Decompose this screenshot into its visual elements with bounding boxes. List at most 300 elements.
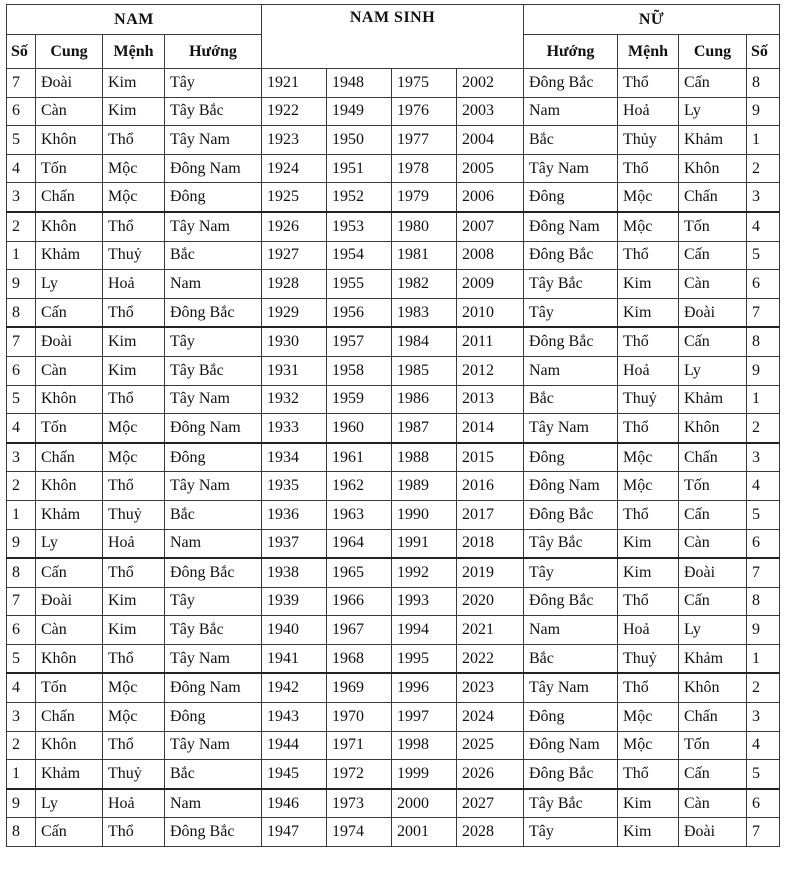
female-menh-cell: Thổ (618, 154, 679, 183)
year-cell: 1947 (262, 818, 327, 847)
female-cung-cell: Càn (679, 789, 747, 818)
male-menh-cell: Thổ (103, 818, 165, 847)
male-huong-cell: Đông Nam (165, 673, 262, 702)
year-cell: 2027 (457, 789, 524, 818)
female-cung-header: Cung (679, 35, 747, 69)
female-menh-cell: Thuỷ (618, 385, 679, 414)
male-so-cell: 5 (7, 644, 36, 673)
male-cung-cell: Khôn (36, 731, 103, 760)
male-menh-cell: Thổ (103, 385, 165, 414)
year-cell: 1968 (327, 644, 392, 673)
year-cell: 1972 (327, 760, 392, 789)
female-menh-cell: Thổ (618, 760, 679, 789)
male-menh-cell: Kim (103, 327, 165, 356)
male-menh-cell: Thổ (103, 212, 165, 241)
male-cung-cell: Khôn (36, 385, 103, 414)
year-cell: 1940 (262, 616, 327, 645)
male-menh-cell: Hoả (103, 529, 165, 558)
male-cung-cell: Khôn (36, 126, 103, 155)
year-cell: 2003 (457, 97, 524, 126)
table-row (7, 183, 780, 212)
year-cell: 1986 (392, 385, 457, 414)
male-cung-cell: Cấn (36, 818, 103, 847)
male-cung-cell: Ly (36, 789, 103, 818)
male-so-cell: 3 (7, 443, 36, 472)
male-cung-cell: Càn (36, 97, 103, 126)
female-huong-cell: Đông Nam (524, 212, 618, 241)
male-cung-cell: Càn (36, 616, 103, 645)
male-menh-cell: Mộc (103, 154, 165, 183)
male-so-cell: 8 (7, 818, 36, 847)
male-so-cell: 1 (7, 760, 36, 789)
year-cell: 1959 (327, 385, 392, 414)
year-cell: 1971 (327, 731, 392, 760)
female-so-cell: 3 (747, 443, 780, 472)
year-cell: 1945 (262, 760, 327, 789)
female-so-cell: 2 (747, 154, 780, 183)
female-huong-cell: Bắc (524, 126, 618, 155)
female-cung-cell: Cấn (679, 587, 747, 616)
male-so-cell: 3 (7, 703, 36, 732)
year-cell: 1993 (392, 587, 457, 616)
female-menh-cell: Kim (618, 529, 679, 558)
year-cell: 2015 (457, 443, 524, 472)
year-cell: 1979 (392, 183, 457, 212)
female-huong-cell: Đông (524, 703, 618, 732)
male-menh-cell: Thuỷ (103, 760, 165, 789)
male-huong-cell: Tây Bắc (165, 616, 262, 645)
male-so-cell: 6 (7, 356, 36, 385)
male-cung-cell: Đoài (36, 69, 103, 98)
male-huong-cell: Tây Nam (165, 644, 262, 673)
year-cell: 2002 (457, 69, 524, 98)
female-so-cell: 5 (747, 241, 780, 270)
male-cung-cell: Ly (36, 529, 103, 558)
year-cell: 1932 (262, 385, 327, 414)
male-huong-cell: Đông Bắc (165, 558, 262, 587)
male-huong-cell: Bắc (165, 760, 262, 789)
table-row (7, 154, 780, 183)
female-so-cell: 6 (747, 529, 780, 558)
female-huong-cell: Đông Nam (524, 472, 618, 501)
year-cell: 2009 (457, 270, 524, 299)
table-row (7, 760, 780, 789)
year-cell: 1957 (327, 327, 392, 356)
male-so-cell: 8 (7, 558, 36, 587)
female-huong-cell: Bắc (524, 385, 618, 414)
female-huong-cell: Đông Nam (524, 731, 618, 760)
year-cell: 2020 (457, 587, 524, 616)
year-cell: 2008 (457, 241, 524, 270)
female-so-cell: 7 (747, 298, 780, 327)
male-cung-cell: Khảm (36, 500, 103, 529)
female-so-cell: 5 (747, 760, 780, 789)
female-menh-cell: Mộc (618, 703, 679, 732)
year-cell: 2001 (392, 818, 457, 847)
male-cung-cell: Khôn (36, 472, 103, 501)
female-cung-cell: Ly (679, 616, 747, 645)
table-row (7, 126, 780, 155)
year-cell: 1931 (262, 356, 327, 385)
male-menh-cell: Thổ (103, 298, 165, 327)
year-cell: 1933 (262, 414, 327, 443)
year-cell: 1954 (327, 241, 392, 270)
nu-header: NỮ (524, 5, 780, 35)
male-huong-cell: Đông (165, 443, 262, 472)
year-cell: 2024 (457, 703, 524, 732)
year-cell: 2021 (457, 616, 524, 645)
nam-header: NAM (7, 5, 262, 35)
year-cell: 2005 (457, 154, 524, 183)
male-huong-cell: Tây Nam (165, 385, 262, 414)
year-cell: 1937 (262, 529, 327, 558)
male-so-cell: 9 (7, 789, 36, 818)
table-row (7, 472, 780, 501)
year-cell: 2011 (457, 327, 524, 356)
male-menh-cell: Thổ (103, 126, 165, 155)
female-menh-cell: Mộc (618, 212, 679, 241)
female-menh-cell: Thổ (618, 500, 679, 529)
female-menh-cell: Thổ (618, 673, 679, 702)
female-menh-cell: Kim (618, 558, 679, 587)
year-cell: 1991 (392, 529, 457, 558)
male-cung-cell: Khôn (36, 212, 103, 241)
female-cung-cell: Khảm (679, 385, 747, 414)
male-menh-cell: Mộc (103, 673, 165, 702)
female-huong-cell: Đông (524, 443, 618, 472)
male-cung-cell: Khảm (36, 241, 103, 270)
female-huong-cell: Bắc (524, 644, 618, 673)
female-huong-cell: Nam (524, 356, 618, 385)
male-huong-cell: Tây Nam (165, 126, 262, 155)
year-cell: 1973 (327, 789, 392, 818)
male-cung-cell: Đoài (36, 327, 103, 356)
year-cell: 2017 (457, 500, 524, 529)
year-cell: 1936 (262, 500, 327, 529)
year-cell: 2019 (457, 558, 524, 587)
male-so-cell: 2 (7, 212, 36, 241)
year-cell: 1943 (262, 703, 327, 732)
year-cell: 1929 (262, 298, 327, 327)
male-so-cell: 2 (7, 731, 36, 760)
table-row (7, 298, 780, 327)
year-cell: 1988 (392, 443, 457, 472)
year-cell: 2000 (392, 789, 457, 818)
female-so-cell: 4 (747, 212, 780, 241)
year-cell: 2010 (457, 298, 524, 327)
year-cell: 1956 (327, 298, 392, 327)
year-cell: 1999 (392, 760, 457, 789)
year-cell: 1997 (392, 703, 457, 732)
male-huong-cell: Tây Nam (165, 472, 262, 501)
female-so-cell: 3 (747, 703, 780, 732)
year-cell: 1989 (392, 472, 457, 501)
male-so-cell: 6 (7, 97, 36, 126)
year-cell: 1974 (327, 818, 392, 847)
male-huong-cell: Tây Bắc (165, 356, 262, 385)
female-menh-cell: Thuỷ (618, 644, 679, 673)
female-menh-cell: Thổ (618, 587, 679, 616)
female-so-cell: 1 (747, 644, 780, 673)
year-cell: 1975 (392, 69, 457, 98)
female-cung-cell: Cấn (679, 500, 747, 529)
male-huong-cell: Tây Bắc (165, 97, 262, 126)
year-cell: 1992 (392, 558, 457, 587)
male-huong-cell: Nam (165, 529, 262, 558)
female-menh-cell: Kim (618, 270, 679, 299)
table-row (7, 673, 780, 702)
table-row (7, 241, 780, 270)
male-cung-cell: Đoài (36, 587, 103, 616)
year-cell: 1953 (327, 212, 392, 241)
male-so-cell: 9 (7, 270, 36, 299)
table-row (7, 558, 780, 587)
female-cung-cell: Càn (679, 529, 747, 558)
table-row (7, 443, 780, 472)
female-huong-cell: Tây Bắc (524, 529, 618, 558)
male-menh-cell: Kim (103, 587, 165, 616)
female-cung-cell: Khôn (679, 673, 747, 702)
year-cell: 1995 (392, 644, 457, 673)
male-huong-cell: Đông Bắc (165, 818, 262, 847)
female-menh-header: Mệnh (618, 35, 679, 69)
year-cell: 1941 (262, 644, 327, 673)
male-huong-cell: Tây (165, 587, 262, 616)
female-so-cell: 8 (747, 327, 780, 356)
year-cell: 1923 (262, 126, 327, 155)
female-cung-cell: Khảm (679, 126, 747, 155)
feng-shui-table (6, 4, 780, 847)
year-cell: 1969 (327, 673, 392, 702)
male-menh-cell: Kim (103, 97, 165, 126)
table-row (7, 212, 780, 241)
table-row (7, 703, 780, 732)
male-so-cell: 1 (7, 241, 36, 270)
male-huong-cell: Tây Nam (165, 212, 262, 241)
male-menh-cell: Hoả (103, 270, 165, 299)
female-menh-cell: Thổ (618, 414, 679, 443)
male-cung-cell: Cấn (36, 558, 103, 587)
year-cell: 1958 (327, 356, 392, 385)
female-menh-cell: Kim (618, 298, 679, 327)
male-cung-cell: Chấn (36, 443, 103, 472)
male-cung-cell: Khảm (36, 760, 103, 789)
year-cell: 1980 (392, 212, 457, 241)
year-cell: 1977 (392, 126, 457, 155)
year-cell: 2016 (457, 472, 524, 501)
female-huong-cell: Tây Bắc (524, 789, 618, 818)
year-cell: 1938 (262, 558, 327, 587)
female-menh-cell: Kim (618, 789, 679, 818)
table-row (7, 731, 780, 760)
year-cell: 1983 (392, 298, 457, 327)
female-menh-cell: Mộc (618, 183, 679, 212)
female-cung-cell: Cấn (679, 241, 747, 270)
year-cell: 1934 (262, 443, 327, 472)
female-so-cell: 2 (747, 673, 780, 702)
male-menh-cell: Hoả (103, 789, 165, 818)
female-huong-cell: Nam (524, 97, 618, 126)
year-cell: 1922 (262, 97, 327, 126)
table-row (7, 818, 780, 847)
year-cell: 1970 (327, 703, 392, 732)
female-cung-cell: Chấn (679, 703, 747, 732)
male-so-cell: 6 (7, 616, 36, 645)
female-cung-cell: Chấn (679, 443, 747, 472)
male-huong-cell: Nam (165, 270, 262, 299)
male-menh-cell: Mộc (103, 703, 165, 732)
male-cung-cell: Tốn (36, 154, 103, 183)
year-cell: 1942 (262, 673, 327, 702)
male-huong-cell: Đông (165, 703, 262, 732)
male-so-cell: 3 (7, 183, 36, 212)
male-so-cell: 9 (7, 529, 36, 558)
male-so-cell: 7 (7, 69, 36, 98)
male-huong-cell: Tây (165, 327, 262, 356)
female-huong-cell: Tây Nam (524, 673, 618, 702)
male-huong-cell: Đông Nam (165, 154, 262, 183)
female-so-cell: 9 (747, 356, 780, 385)
male-menh-header: Mệnh (103, 35, 165, 69)
female-huong-cell: Tây (524, 558, 618, 587)
female-so-cell: 5 (747, 500, 780, 529)
male-cung-header: Cung (36, 35, 103, 69)
year-cell: 1960 (327, 414, 392, 443)
year-cell: 1984 (392, 327, 457, 356)
female-so-cell: 8 (747, 69, 780, 98)
male-cung-cell: Chấn (36, 703, 103, 732)
table-row (7, 327, 780, 356)
female-huong-cell: Đông Bắc (524, 587, 618, 616)
male-menh-cell: Mộc (103, 414, 165, 443)
table-row (7, 356, 780, 385)
male-huong-cell: Tây (165, 69, 262, 98)
female-so-cell: 1 (747, 385, 780, 414)
year-cell: 1949 (327, 97, 392, 126)
year-cell: 1990 (392, 500, 457, 529)
female-huong-cell: Đông Bắc (524, 327, 618, 356)
female-cung-cell: Cấn (679, 69, 747, 98)
year-cell: 1994 (392, 616, 457, 645)
male-cung-cell: Ly (36, 270, 103, 299)
female-menh-cell: Mộc (618, 472, 679, 501)
female-cung-cell: Khảm (679, 644, 747, 673)
table-row (7, 616, 780, 645)
year-cell: 1985 (392, 356, 457, 385)
year-cell: 1964 (327, 529, 392, 558)
female-menh-cell: Hoả (618, 356, 679, 385)
female-cung-cell: Ly (679, 97, 747, 126)
year-cell: 2004 (457, 126, 524, 155)
group-header-row (7, 5, 780, 35)
male-so-cell: 5 (7, 385, 36, 414)
year-cell: 1924 (262, 154, 327, 183)
male-menh-cell: Thổ (103, 472, 165, 501)
year-cell: 1987 (392, 414, 457, 443)
male-huong-cell: Tây Nam (165, 731, 262, 760)
year-cell: 1948 (327, 69, 392, 98)
year-cell: 1982 (392, 270, 457, 299)
male-huong-cell: Bắc (165, 500, 262, 529)
female-so-cell: 9 (747, 97, 780, 126)
male-huong-cell: Đông Nam (165, 414, 262, 443)
female-huong-cell: Đông (524, 183, 618, 212)
year-cell: 1965 (327, 558, 392, 587)
female-menh-cell: Thổ (618, 241, 679, 270)
male-cung-cell: Tốn (36, 414, 103, 443)
female-cung-cell: Cấn (679, 760, 747, 789)
female-so-cell: 6 (747, 789, 780, 818)
male-menh-cell: Thổ (103, 731, 165, 760)
female-huong-cell: Tây Bắc (524, 270, 618, 299)
year-cell: 2023 (457, 673, 524, 702)
year-cell: 1963 (327, 500, 392, 529)
year-cell: 2012 (457, 356, 524, 385)
table-row (7, 644, 780, 673)
female-cung-cell: Đoài (679, 558, 747, 587)
year-cell: 1961 (327, 443, 392, 472)
male-so-cell: 8 (7, 298, 36, 327)
year-cell: 1921 (262, 69, 327, 98)
male-so-cell: 7 (7, 587, 36, 616)
female-cung-cell: Càn (679, 270, 747, 299)
female-cung-cell: Tốn (679, 472, 747, 501)
female-huong-cell: Đông Bắc (524, 500, 618, 529)
female-huong-cell: Tây Nam (524, 414, 618, 443)
year-cell: 1962 (327, 472, 392, 501)
male-menh-cell: Kim (103, 356, 165, 385)
female-huong-header: Hướng (524, 35, 618, 69)
female-menh-cell: Thủy (618, 126, 679, 155)
male-so-cell: 4 (7, 414, 36, 443)
female-menh-cell: Mộc (618, 731, 679, 760)
year-cell: 2028 (457, 818, 524, 847)
female-cung-cell: Ly (679, 356, 747, 385)
year-cell: 1967 (327, 616, 392, 645)
year-cell: 1946 (262, 789, 327, 818)
year-cell: 1950 (327, 126, 392, 155)
male-so-cell: 4 (7, 673, 36, 702)
male-huong-header: Hướng (165, 35, 262, 69)
table-row (7, 69, 780, 98)
female-so-cell: 4 (747, 472, 780, 501)
year-cell: 1996 (392, 673, 457, 702)
male-menh-cell: Thuỷ (103, 241, 165, 270)
male-huong-cell: Bắc (165, 241, 262, 270)
year-cell: 1928 (262, 270, 327, 299)
female-menh-cell: Thổ (618, 327, 679, 356)
female-menh-cell: Thổ (618, 69, 679, 98)
female-so-cell: 1 (747, 126, 780, 155)
year-cell: 2006 (457, 183, 524, 212)
year-cell: 2025 (457, 731, 524, 760)
female-cung-cell: Cấn (679, 327, 747, 356)
female-cung-cell: Khôn (679, 414, 747, 443)
year-cell: 1935 (262, 472, 327, 501)
year-cell: 1939 (262, 587, 327, 616)
male-huong-cell: Đông Bắc (165, 298, 262, 327)
female-huong-cell: Đông Bắc (524, 69, 618, 98)
table-row (7, 97, 780, 126)
year-cell: 1998 (392, 731, 457, 760)
table-row (7, 529, 780, 558)
female-huong-cell: Tây Nam (524, 154, 618, 183)
year-cell: 1976 (392, 97, 457, 126)
year-cell: 1966 (327, 587, 392, 616)
female-menh-cell: Hoả (618, 616, 679, 645)
table-row (7, 270, 780, 299)
female-huong-cell: Đông Bắc (524, 760, 618, 789)
